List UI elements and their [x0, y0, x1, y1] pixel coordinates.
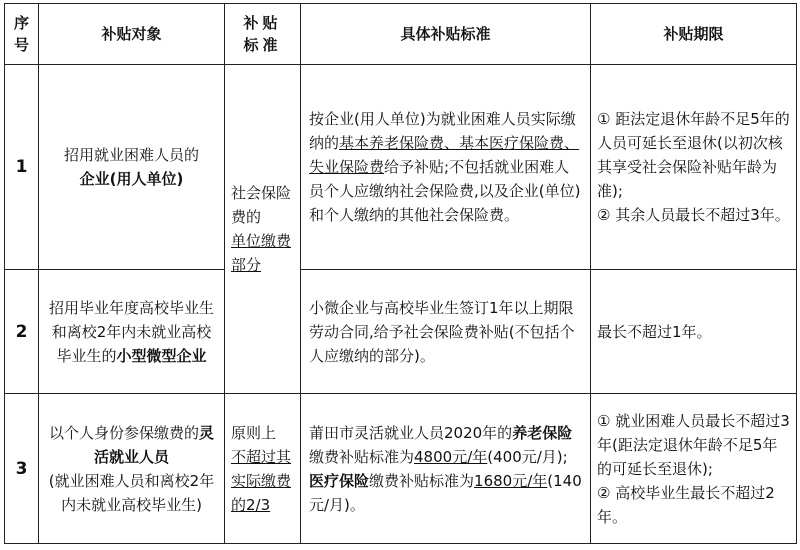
table-row: [5, 270, 797, 394]
row-target: 招用就业困难人员的 企业(用人单位): [39, 65, 225, 270]
table-row: [5, 65, 797, 270]
row-index: 2: [5, 270, 39, 394]
header-row: [5, 4, 797, 65]
row-target: 以个人身份参保缴费的灵活就业人员 (就业困难人员和离校2年内未就业高校毕业生): [39, 394, 225, 544]
subsidy-table: [4, 3, 797, 544]
header-detail: 具体补贴标准: [301, 4, 591, 65]
header-index: 序号: [5, 4, 39, 65]
row-index: 1: [5, 65, 39, 270]
header-standard: 补贴标准: [225, 4, 301, 65]
row-period: 最长不超过1年。: [591, 270, 797, 394]
row-target: 招用毕业年度高校毕业生和离校2年内未就业高校毕业生的小型微型企业: [39, 270, 225, 394]
target-highlight: 企业(用人单位): [79, 170, 184, 188]
target-highlight: 灵活就业人员: [93, 423, 215, 466]
header-period: 补贴期限: [591, 4, 797, 65]
detail-underlined: 4800元/年: [414, 447, 488, 466]
row-detail: 按企业(用人单位)为就业困难人员实际缴纳的基本养老保险费、基本医疗保险费、失业保险费给予补贴;不包括就业困难人员个人应缴纳社会保险费,以及企业(单位)和个人缴纳的其他社会保险费。: [301, 65, 591, 270]
standard-underlined: 单位缴费部分: [231, 232, 292, 274]
row-detail: 小微企业与高校毕业生签订1年以上期限劳动合同,给予社会保险费补贴(不包括个人应缴纳的部分)。: [301, 270, 591, 394]
target-highlight: 小型微型企业: [116, 346, 207, 365]
row-standard: 原则上 不超过其实际缴费的2/3: [225, 394, 301, 544]
row-period: ① 就业困难人员最长不超过3年(距法定退休年龄不足5年的可延长至退休); ② 高校毕业生最长不超过2年。: [591, 394, 797, 544]
detail-underlined: 1680元/年: [474, 471, 548, 490]
header-target: 补贴对象: [39, 4, 225, 65]
detail-bold: 医疗保险: [309, 471, 370, 490]
detail-bold: 养老保险: [512, 423, 573, 442]
row-period: ① 距法定退休年龄不足5年的人员可延长至退休(以初次核其享受社会保险补贴年龄为准); ② 其余人员最长不超过3年。: [591, 65, 797, 270]
table-row: [5, 394, 797, 544]
row-index: 3: [5, 394, 39, 544]
shared-standard: 社会保险费的 单位缴费部分: [225, 65, 301, 394]
row-detail: 莆田市灵活就业人员2020年的养老保险缴费补贴标准为4800元/年(400元/月);医疗保险缴费补贴标准为1680元/年(140元/月)。: [301, 394, 591, 544]
standard-underlined: 不超过其实际缴费的2/3: [231, 447, 292, 514]
detail-underlined: 基本养老保险费、基本医疗保险费、失业保险费: [309, 134, 580, 176]
